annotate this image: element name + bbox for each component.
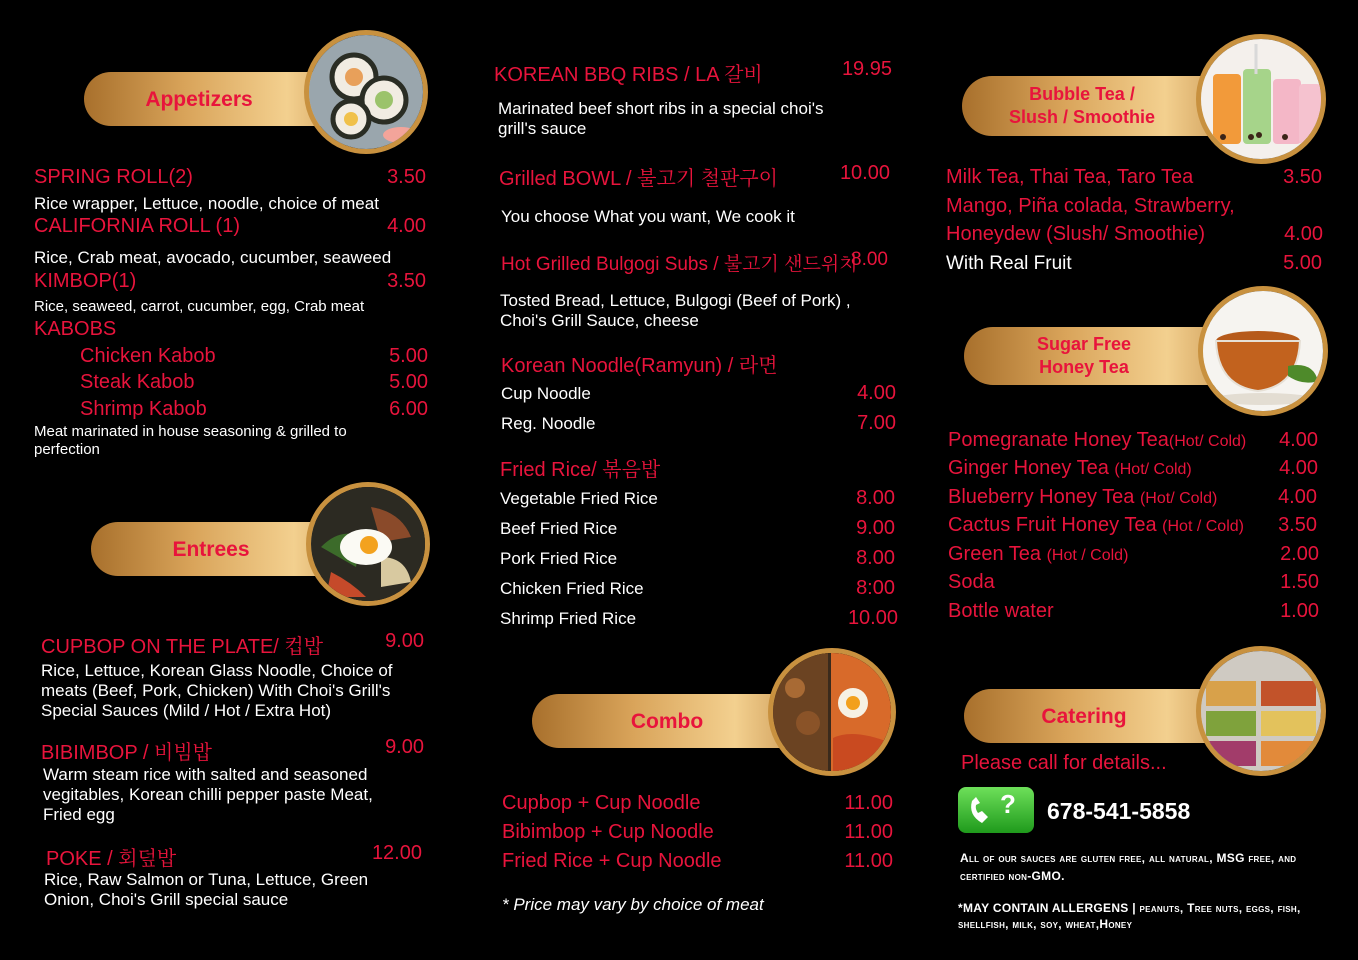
catering-header-label: Catering [1041, 704, 1127, 728]
hot-cold-note: (Hot / Cold) [1162, 518, 1244, 535]
honey-tea-item-name [948, 514, 1244, 537]
cup-noodle-price: 4.00 [857, 382, 896, 404]
honey-tea-item-price: 4.00 [1278, 486, 1317, 508]
fried-rice-price: 8:00 [856, 577, 895, 599]
real-fruit-name: With Real Fruit [946, 253, 1072, 274]
honey-tea-item-name [948, 543, 1128, 566]
honey-tea-item-name [948, 486, 1217, 509]
grilled-bowl-name: Grilled BOWL / 불고기 철판구이 [499, 168, 778, 190]
chicken-kabob-name: Chicken Kabob [80, 345, 216, 367]
bulgogi-subs-price: 8.00 [851, 249, 888, 270]
honey-tea-item-label: Ginger Honey Tea [948, 457, 1115, 479]
fried-rice-item: Shrimp Fried Rice [500, 609, 637, 628]
honey-tea-image [1198, 286, 1328, 416]
honey-tea-item-label: Blueberry Honey Tea [948, 486, 1140, 508]
combo-item-price: 11.00 [844, 792, 893, 814]
steak-kabob-price: 5.00 [389, 371, 428, 393]
fried-rice-price: 8.00 [856, 547, 895, 569]
catering-trays-image [1196, 646, 1326, 776]
honey-tea-item-label: Pomegranate Honey Tea [948, 429, 1169, 451]
spring-roll-name: SPRING ROLL(2) [34, 166, 193, 188]
hot-cold-note: (Hot / Cold) [1046, 547, 1129, 564]
bubble-tea-header-line1: Bubble Tea / [1029, 84, 1135, 104]
milk-tea-name: Milk Tea, Thai Tea, Taro Tea [946, 166, 1194, 188]
combo-price-note: * Price may vary by choice of meat [502, 895, 764, 914]
svg-text:?: ? [1000, 789, 1016, 819]
bibimbap-image [306, 482, 430, 606]
honey-tea-item-name [948, 457, 1192, 480]
kimbop-price: 3.50 [387, 270, 426, 292]
catering-call-text: Please call for details... [961, 752, 1167, 774]
california-roll-desc: Rice, Crab meat, avocado, cucumber, seaweed [34, 248, 392, 267]
fried-rice-item: Vegetable Fried Rice [500, 489, 658, 508]
bottle-water-price: 1.00 [1280, 600, 1319, 622]
noodle-section-name: Korean Noodle(Ramyun) / 라면 [501, 355, 778, 377]
grilled-bowl-price: 10.00 [839, 162, 890, 184]
reg-noodle-price: 7.00 [857, 412, 896, 434]
bubble-tea-image [1196, 34, 1326, 164]
bbq-ribs-desc: Marinated beef short ribs in a special choi's grill's sauce [498, 99, 824, 138]
honey-tea-item-label: Cactus Fruit Honey Tea [948, 514, 1163, 536]
sushi-roll-image [304, 30, 428, 154]
fried-rice-price: 10.00 [847, 607, 898, 629]
spring-roll-desc: Rice wrapper, Lettuce, noodle, choice of meat [34, 194, 379, 213]
bottle-water-name: Bottle water [948, 600, 1054, 622]
poke-price: 12.00 [371, 842, 422, 864]
cupbop-desc: Rice, Lettuce, Korean Glass Noodle, Choice of meats (Beef, Pork, Chicken) With Choi's Grill's Special Sauces (Mild / Hot / Extra Hot) [41, 661, 393, 720]
bbq-ribs-name: KOREAN BBQ RIBS / LA 갈비 [494, 64, 763, 86]
kabobs-desc: Meat marinated in house seasoning & grilled to perfection [34, 423, 347, 458]
bbq-ribs-price: 19.95 [841, 58, 892, 80]
fried-rice-price: 9.00 [856, 517, 895, 539]
bubble-tea-header-text [1009, 83, 1155, 129]
bibimbop-name: BIBIMBOP / 비빔밥 [41, 742, 212, 764]
bubble-tea-header-line2: Slush / Smoothie [1008, 107, 1155, 127]
phone-number[interactable]: 678-541-5858 [1047, 798, 1191, 824]
reg-noodle-name: Reg. Noodle [501, 414, 596, 433]
combo-item-price: 11.00 [844, 821, 893, 843]
honey-tea-item-name [948, 429, 1246, 452]
bibimbop-price: 9.00 [385, 736, 424, 758]
hot-cold-note: (Hot/ Cold) [1114, 461, 1192, 478]
entrees-header-label: Entrees [172, 537, 250, 561]
shrimp-kabob-name: Shrimp Kabob [80, 398, 207, 420]
fried-rice-item: Pork Fried Rice [500, 549, 618, 568]
hot-cold-note: (Hot/ Cold) [1168, 433, 1247, 450]
combo-food-image [768, 648, 896, 776]
cupbop-name: CUPBOP ON THE PLATE/ 컵밥 [41, 636, 324, 658]
california-roll-price: 4.00 [387, 215, 426, 237]
honeydew-slush-name: Honeydew (Slush/ Smoothie) [946, 223, 1206, 245]
kimbop-name: KIMBOP(1) [34, 270, 137, 292]
honey-tea-item-price: 3.50 [1278, 514, 1317, 536]
allergen-note: *MAY CONTAIN ALLERGENS | peanuts, Tree nuts, eggs, fish, shellfish, milk, soy, wheat,Honey [958, 901, 1301, 931]
honey-tea-header-text [1037, 333, 1131, 379]
poke-desc: Rice, Raw Salmon or Tuna, Lettuce, Green Onion, Choi's Grill special sauce [44, 870, 369, 909]
grilled-bowl-desc: You choose What you want, We cook it [501, 207, 795, 226]
honey-tea-item-label: Green Tea [948, 543, 1047, 565]
combo-item-name: Fried Rice + Cup Noodle [502, 850, 722, 872]
spring-roll-price: 3.50 [387, 166, 426, 188]
soda-price: 1.50 [1280, 571, 1319, 593]
combo-item-name: Bibimbop + Cup Noodle [502, 821, 714, 843]
cupbop-price: 9.00 [385, 630, 424, 652]
fried-rice-item: Chicken Fried Rice [500, 579, 644, 598]
california-roll-name: CALIFORNIA ROLL (1) [34, 215, 240, 237]
appetizers-header-label: Appetizers [145, 87, 253, 111]
honey-tea-header-line2: Honey Tea [1039, 357, 1129, 377]
bibimbop-desc: Warm steam rice with salted and seasoned vegitables, Korean chilli pepper paste Meat, Fried egg [43, 765, 373, 824]
honeydew-slush-price: 4.00 [1284, 223, 1323, 245]
cup-noodle-name: Cup Noodle [501, 384, 591, 403]
honey-tea-item-price: 4.00 [1279, 429, 1318, 451]
combo-item-price: 11.00 [844, 850, 893, 872]
combo-item-name: Cupbop + Cup Noodle [502, 792, 701, 814]
shrimp-kabob-price: 6.00 [389, 398, 428, 420]
poke-name: POKE / 회덮밥 [46, 848, 177, 870]
mango-slush-name: Mango, Piña colada, Strawberry, [946, 195, 1235, 217]
honey-tea-item-price: 2.00 [1280, 543, 1319, 565]
fried-rice-item: Beef Fried Rice [500, 519, 618, 538]
soda-name: Soda [948, 571, 995, 593]
sauces-note: All of our sauces are gluten free, all natural, MSG free, and certified non-GMO. [960, 851, 1297, 883]
kabobs-name: KABOBS [34, 318, 117, 340]
honey-tea-item-price: 4.00 [1279, 457, 1318, 479]
honey-tea-header-line1: Sugar Free [1036, 334, 1132, 354]
combo-header-label: Combo [630, 709, 704, 733]
bulgogi-subs-name: Hot Grilled Bulgogi Subs / 불고기 샌드위치 [501, 254, 858, 275]
bulgogi-subs-desc: Tosted Bread, Lettuce, Bulgogi (Beef of Pork) , Choi's Grill Sauce, cheese [500, 291, 851, 330]
kimbop-desc: Rice, seaweed, carrot, cucumber, egg, Crab meat [34, 298, 365, 315]
fried-rice-price: 8.00 [856, 487, 895, 509]
chicken-kabob-price: 5.00 [389, 345, 428, 367]
phone-icon [958, 787, 1034, 833]
steak-kabob-name: Steak Kabob [80, 371, 195, 393]
milk-tea-price: 3.50 [1283, 166, 1322, 188]
hot-cold-note: (Hot/ Cold) [1139, 490, 1218, 507]
real-fruit-price: 5.00 [1283, 252, 1322, 274]
fried-rice-section-name: Fried Rice/ 볶음밥 [500, 459, 661, 481]
